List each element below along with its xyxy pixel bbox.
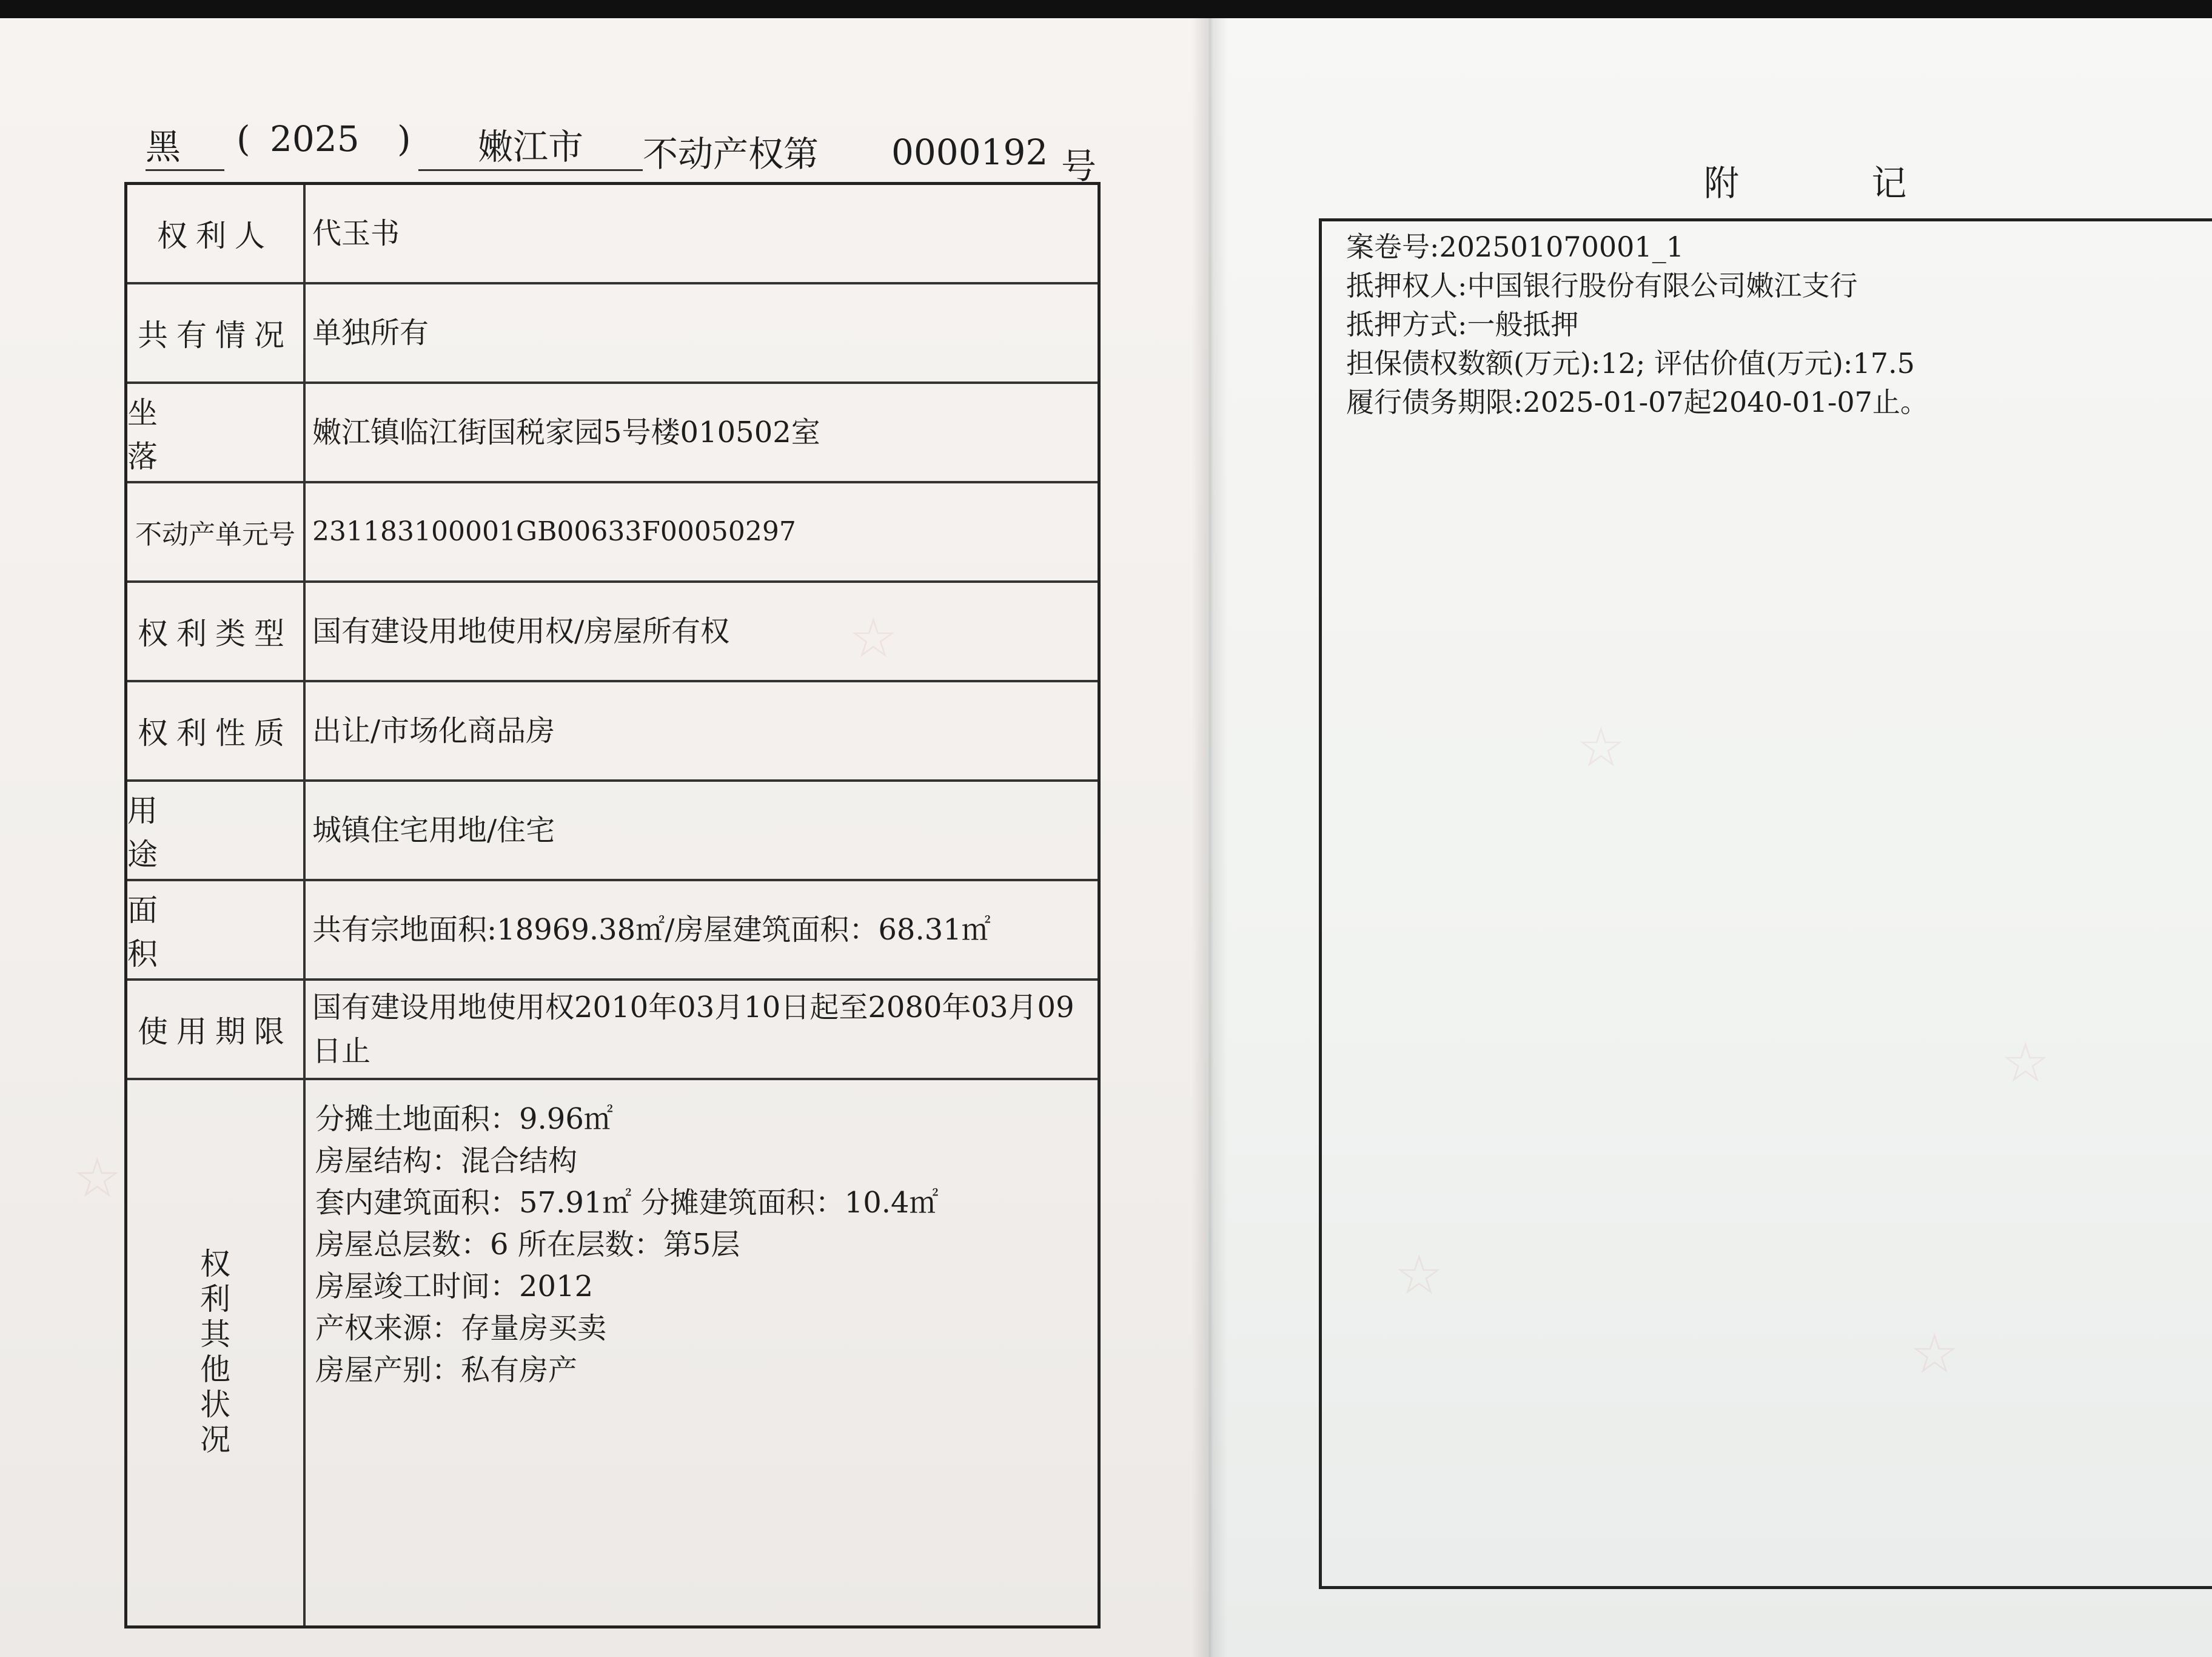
row-label: 权利性质 [138, 716, 293, 751]
row-value: 出让/市场化商品房 [312, 714, 555, 748]
table-row [127, 981, 1098, 1080]
watermark-star: ☆ [1910, 1322, 1959, 1386]
table-row [127, 682, 1098, 782]
other-line: 房屋结构：混合结构 [315, 1144, 578, 1178]
province: 黑 [146, 118, 224, 171]
table-row [127, 583, 1098, 682]
other-line: 产权来源：存量房买卖 [315, 1311, 607, 1345]
cert-suffix: 号 [1061, 146, 1097, 187]
row-label: 权利类型 [138, 616, 293, 651]
other-line: 房屋竣工时间：2012 [315, 1269, 594, 1303]
row-value: 国有建设用地使用权2010年03月10日起至2080年03月09日止 [312, 990, 1074, 1068]
certificate-header [139, 118, 1122, 185]
annex-line: 抵押方式:一般抵押 [1346, 308, 1579, 341]
row-value: 单独所有 [312, 316, 429, 350]
other-conditions-label: 权 利 其 他 状 况 [200, 1246, 230, 1457]
year: 2025 [270, 118, 360, 160]
row-label: 面积 [127, 893, 243, 972]
open-paren: ( [236, 118, 250, 160]
other-conditions-list [315, 1098, 939, 1391]
annex-title: 附 记 [1704, 163, 1968, 204]
other-line: 分摊土地面积：9.96㎡ [315, 1102, 613, 1136]
city: 嫩江市 [418, 118, 643, 171]
row-value: 嫩江镇临江街国税家园5号楼010502室 [312, 415, 820, 449]
row-value: 共有宗地面积:18969.38㎡/房屋建筑面积：68.31㎡ [312, 913, 991, 947]
row-label: 使用期限 [138, 1014, 293, 1049]
row-value: 231183100001GB00633F00050297 [312, 516, 796, 547]
row-value: 国有建设用地使用权/房屋所有权 [312, 614, 730, 648]
watermark-star: ☆ [73, 1146, 122, 1210]
annex-box [1319, 218, 2212, 1589]
property-register-table [124, 182, 1101, 1628]
cert-label: 不动产权第 [643, 133, 819, 175]
close-paren: ) [397, 118, 411, 160]
row-value: 城镇住宅用地/住宅 [312, 813, 555, 847]
table-row [127, 284, 1098, 384]
watermark-star: ☆ [849, 607, 898, 670]
annex-line: 案卷号:202501070001_1 [1346, 230, 1684, 263]
table-row [127, 483, 1098, 583]
other-line: 房屋产别：私有房产 [315, 1353, 578, 1387]
row-label: 权利人 [157, 218, 273, 254]
watermark-star: ☆ [1395, 1243, 1444, 1307]
table-row [127, 881, 1098, 981]
row-label: 不动产单元号 [135, 519, 295, 550]
other-conditions-row [127, 1080, 1098, 1623]
other-line: 房屋总层数：6 所在层数：第5层 [315, 1228, 740, 1262]
table-row [127, 185, 1098, 284]
table-row [127, 782, 1098, 881]
annex-line: 抵押权人:中国银行股份有限公司嫩江支行 [1346, 269, 1858, 302]
book-spine [1191, 18, 1228, 1657]
row-label: 用途 [127, 793, 243, 872]
other-line: 套内建筑面积：57.91㎡ 分摊建筑面积：10.4㎡ [315, 1186, 939, 1220]
watermark-star: ☆ [1577, 716, 1626, 779]
row-label: 共有情况 [138, 318, 293, 353]
annex-content [1346, 227, 1928, 422]
cert-number: 0000192 [891, 132, 1048, 173]
row-label: 坐落 [127, 395, 243, 474]
watermark-star: ☆ [2001, 1031, 2050, 1095]
annex-line: 履行债务期限:2025-01-07起2040-01-07止。 [1346, 386, 1928, 418]
annex-line: 担保债权数额(万元):12; 评估价值(万元):17.5 [1346, 347, 1915, 380]
row-value: 代玉书 [312, 217, 400, 250]
table-row [127, 384, 1098, 483]
